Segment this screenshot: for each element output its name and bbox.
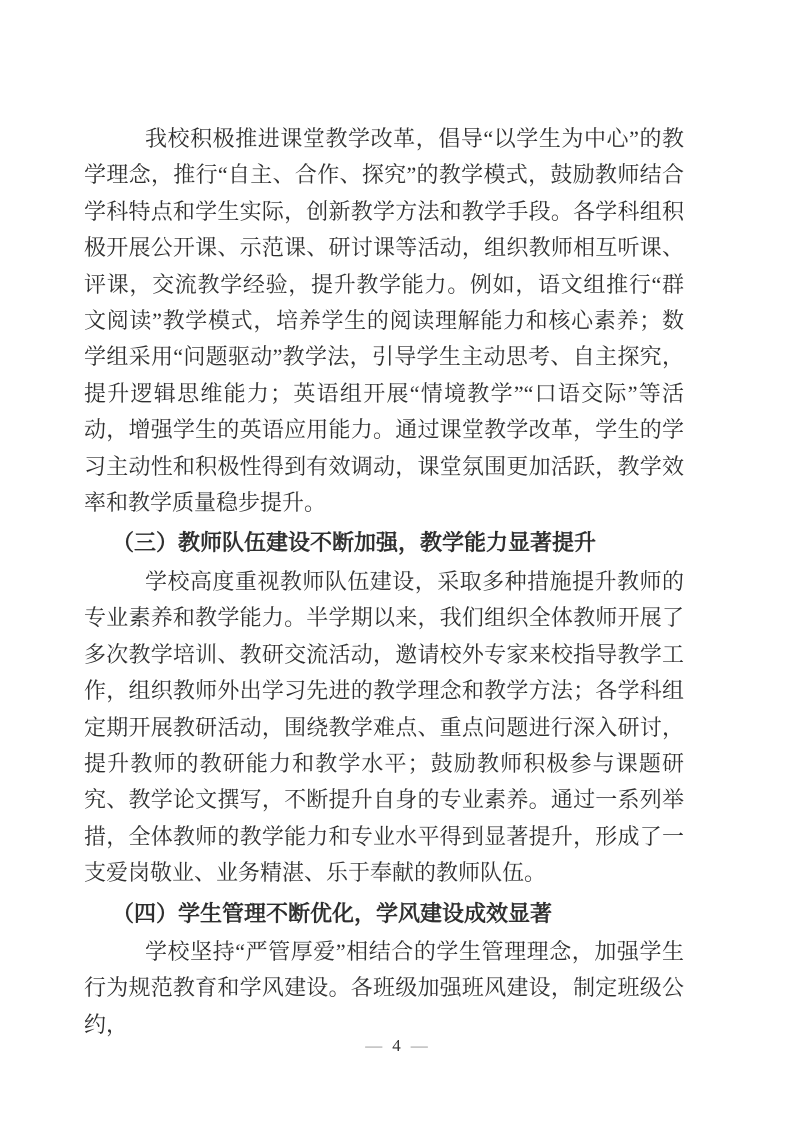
footer-dash-right: — — [410, 1036, 428, 1055]
page-footer — [0, 1034, 793, 1058]
paragraph-student-management: 学校坚持“严管厚爱”相结合的学生管理理念，加强学生行为规范教育和学风建设。各班级加强班风建设，制定班级公约， — [84, 938, 684, 1037]
page-number: 4 — [392, 1036, 401, 1055]
paragraph-classroom-teaching-reform: 我校积极推进课堂教学改革，倡导“以学生为中心”的教学理念，推行“自主、合作、探究”的教学模式，鼓励教师结合学科特点和学生实际，创新教学方法和教学手段。各学科组积极开展公开课、示范课、研讨课等活动，组织教师相互听课、评课，交流教学经验，提升教学能力。例如，语文组推行“群文阅读”教学模式，培养学生的阅读理解能力和核心素养；数学组采用“问题驱动”教学法，引导学生主动思考、自主探究，提升逻辑思维能力；英语组开展“情境教学”“口语交际”等活动，增强学生的英语应用能力。通过课堂教学改革，学生的学习主动性和积极性得到有效调动，课堂氛围更加活跃，教学效率和教学质量稳步提升。 — [84, 126, 685, 516]
footer-dash-left: — — [365, 1036, 383, 1055]
document-body — [84, 121, 684, 1043]
paragraph-teacher-team-building: 学校高度重视教师队伍建设，采取多种措施提升教师的专业素养和教学能力。半学期以来，我们组织全体教师开展了多次教学培训、教研交流活动，邀请校外专家来校指导教学工作，组织教师外出学习先进的教学理念和教学方法；各学科组定期开展教研活动，围绕教学难点、重点问题进行深入研讨，提升教师的教研能力和教学水平；鼓励教师积极参与课题研究、教学论文撰写，不断提升自身的专业素养。通过一系列举措，全体教师的教学能力和专业水平得到显著提升，形成了一支爱岗敬业、业务精湛、乐于奉献的教师队伍。 — [84, 568, 684, 886]
section-heading-four: （四）学生管理不断优化，学风建设成效显著 — [112, 900, 553, 926]
section-heading-three: （三）教师队伍建设不断加强，教学能力显著提升 — [112, 530, 597, 556]
